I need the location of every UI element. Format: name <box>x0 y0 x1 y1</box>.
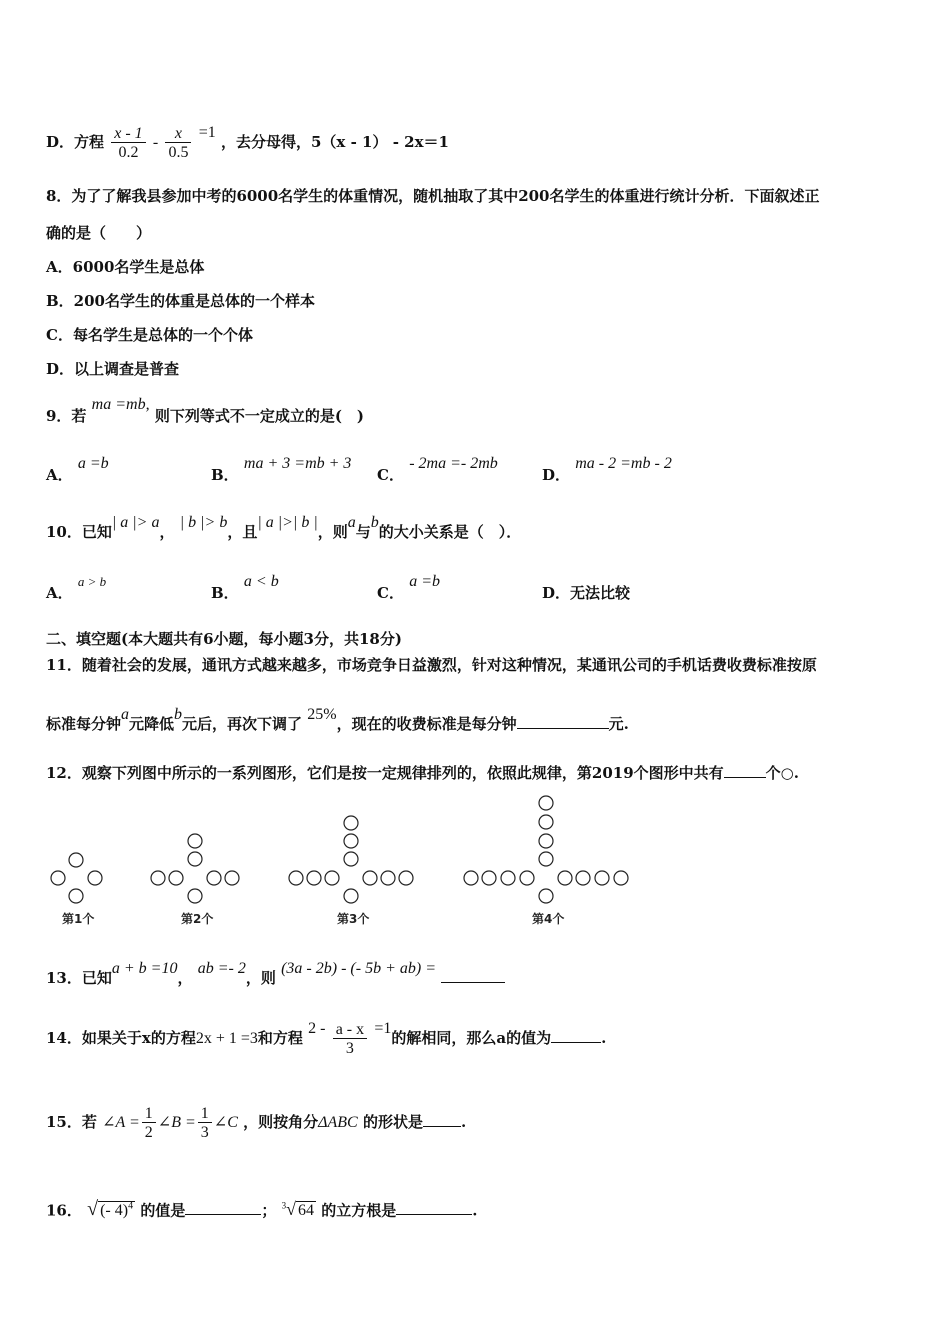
circle <box>169 871 183 885</box>
q8-option-a: A．6000名学生是总体 <box>46 258 205 276</box>
circle <box>539 852 553 866</box>
q12-caption-4: 第4个 <box>532 912 565 926</box>
circle <box>307 871 321 885</box>
circle <box>88 871 102 885</box>
q8-option-d: D．以上调查是普查 <box>46 360 180 378</box>
q10-option-c: C． a =b <box>377 573 440 602</box>
circle <box>344 834 358 848</box>
q15-fraction-1: $\frac{1}{2}$ <box>142 1105 156 1142</box>
q10-option-b: B． a < b <box>211 573 279 602</box>
circle <box>188 834 202 848</box>
circle <box>188 889 202 903</box>
q11-stem-line1: 11．随着社会的发展，通讯方式越来越多，市场竞争日益激烈，针对这种情况，某通讯公司的手机话费收费标准按原 <box>46 656 817 674</box>
circle <box>289 871 303 885</box>
q16-answer-blank-1[interactable] <box>185 1200 261 1215</box>
circle <box>482 871 496 885</box>
circle <box>558 871 572 885</box>
q9-option-c: C． - 2ma =- 2mb <box>377 455 498 484</box>
q9-option-d: D． ma - 2 =mb - 2 <box>542 455 672 484</box>
q12-pattern-figures <box>40 790 650 930</box>
q7d-equals: =1 <box>198 124 216 141</box>
q7d-tail: ，去分母得，5（x - 1） - 2x＝1 <box>220 133 449 151</box>
q8-option-c: C．每名学生是总体的一个个体 <box>46 326 253 344</box>
circle <box>225 871 239 885</box>
circle <box>363 871 377 885</box>
q7d-minus: - <box>152 134 159 151</box>
circle <box>539 889 553 903</box>
q7-option-d <box>46 120 449 164</box>
q14-fraction: $\frac{a - x}{3}$ <box>333 1021 367 1058</box>
q9-option-b: B． ma + 3 =mb + 3 <box>211 455 352 484</box>
q9-option-a: A． a =b <box>46 455 109 484</box>
circle <box>399 871 413 885</box>
circle <box>69 853 83 867</box>
circle <box>614 871 628 885</box>
q13-answer-blank[interactable] <box>441 968 505 983</box>
q9-stem <box>46 396 365 430</box>
q10-condition-2: | b |> b <box>179 514 228 531</box>
section-2-title: 二、填空题(本大题共有6小题，每小题3分，共18分) <box>46 630 402 648</box>
circle <box>520 871 534 885</box>
q10-condition-1: | a |> a <box>111 514 160 531</box>
q12-stem: 12．观察下列图中所示的一系列图形，它们是按一定规律排列的，依照此规律，第2019个图形中共有 个○. <box>46 764 799 782</box>
q8-stem-line2: 确的是（ ） <box>46 224 152 242</box>
q10-option-d: D．无法比较 <box>542 584 631 602</box>
q8-stem-line1: 8．为了了解我县参加中考的6000名学生的体重情况，随机抽取了其中200名学生的体重进行统计分析．下面叙述正 <box>46 187 820 205</box>
q16-answer-blank-2[interactable] <box>396 1200 472 1215</box>
circle <box>207 871 221 885</box>
q11-stem-line2: 标准每分钟a元降低b元后，再次下调了 25%，现在的收费标准是每分钟 元. <box>46 706 629 733</box>
q13-expression: (3a - 2b) - (- 5b + ab) = <box>281 960 436 977</box>
circle <box>344 852 358 866</box>
circle <box>69 889 83 903</box>
q15-fraction-2: $\frac{1}{3}$ <box>198 1105 212 1142</box>
q16-cube-root: $^3$√ 64 <box>281 1199 314 1220</box>
q7d-label: D．方程 <box>46 133 105 151</box>
circle <box>464 871 478 885</box>
q16-sqrt: √ (- 4)$^4$ <box>87 1198 134 1221</box>
q14-stem: 14．如果关于x的方程2x + 1 =3和方程 2 - $\frac{a - x}{3}$ =1的解相同，那么a的值为 . <box>46 1020 607 1057</box>
q9-prefix: 9．若 <box>46 407 87 425</box>
circle <box>501 871 515 885</box>
circle <box>151 871 165 885</box>
circle <box>539 815 553 829</box>
circle <box>51 871 65 885</box>
circle <box>381 871 395 885</box>
q11-answer-blank[interactable] <box>517 714 609 729</box>
circle <box>595 871 609 885</box>
q15-answer-blank[interactable] <box>423 1112 461 1127</box>
q12-caption-2: 第2个 <box>181 912 214 926</box>
q10-option-a: A． a > b <box>46 574 107 602</box>
q10-stem: 10．已知| a |> a， | b |> b，且| a |>| b |，则a与b的大小关系是（ ）． <box>46 514 522 541</box>
q16-stem: 16． √ (- 4)$^4$ 的值是 ； $^3$√ 64 的立方根是 . <box>46 1198 478 1221</box>
q13-stem: 13．已知a + b =10， ab =- 2，则 (3a - 2b) - (- 5b + ab) = <box>46 958 505 988</box>
circle <box>344 889 358 903</box>
circle <box>325 871 339 885</box>
q8-option-b: B．200名学生的体重是总体的一个样本 <box>46 292 315 310</box>
circle <box>539 834 553 848</box>
q12-caption-1: 第1个 <box>62 912 95 926</box>
q7d-fraction-1: $\frac{x - 1}{0.2}$ <box>111 125 145 162</box>
q12-answer-blank[interactable] <box>724 763 766 778</box>
q11-percent: 25% <box>307 706 337 723</box>
q10-condition-3: | a |>| b | <box>257 514 318 531</box>
q14-answer-blank[interactable] <box>551 1028 601 1043</box>
q12-caption-3: 第3个 <box>337 912 370 926</box>
circle <box>344 816 358 830</box>
q9-suffix: 则下列等式不一定成立的是( ) <box>154 407 365 425</box>
circle <box>576 871 590 885</box>
q9-condition: ma =mb, <box>91 396 150 413</box>
circle <box>539 796 553 810</box>
circle <box>188 852 202 866</box>
q7d-fraction-2: $\frac{x}{0.5}$ <box>165 125 191 162</box>
q15-stem: 15．若 ∠A = $\frac{1}{2}$ ∠B = $\frac{1}{3}$ ∠C ，则按角分ΔABC 的形状是 . <box>46 1104 467 1141</box>
